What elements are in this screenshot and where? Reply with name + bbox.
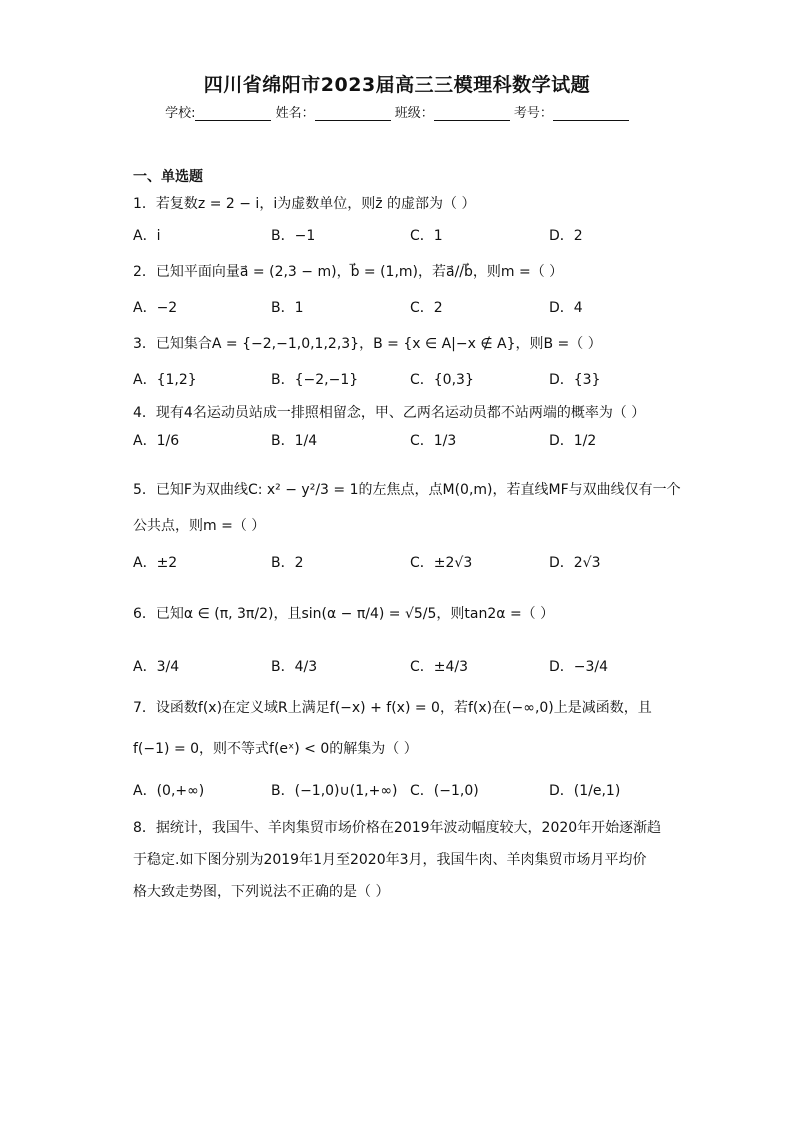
question-5-stem-line2: 公共点，则m =（ ） bbox=[133, 518, 266, 534]
q1-option-d[interactable]: D．2 bbox=[549, 228, 583, 244]
section-title: 一、单选题 bbox=[133, 169, 203, 185]
exam-no-label: 考号： bbox=[513, 106, 553, 121]
q5-option-c[interactable]: C．±2√3 bbox=[410, 555, 473, 571]
q7-option-a[interactable]: A．(0,+∞) bbox=[133, 783, 205, 799]
question-1-stem: 1．若复数z = 2 − i，i为虚数单位，则z̄ 的虚部为（ ） bbox=[133, 196, 476, 212]
question-3-stem: 3．已知集合A = {−2,−1,0,1,2,3}，B = {x ∈ A|−x ∉ A}，则B =（ ） bbox=[133, 336, 602, 352]
q5-option-d[interactable]: D．2√3 bbox=[549, 555, 601, 571]
question-8-stem-line2: 于稳定.如下图分别为2019年1月至2020年3月，我国牛肉、羊肉集贸市场月平均价 bbox=[133, 852, 647, 868]
question-5-stem: 5．已知F为双曲线C: x² − y²/3 = 1的左焦点，点M(0,m)，若直线MF与双曲线仅有一个 bbox=[133, 482, 681, 498]
question-7-stem-line2: f(−1) = 0，则不等式f(eˣ) < 0的解集为（ ） bbox=[133, 741, 418, 757]
question-4-stem: 4．现有4名运动员站成一排照相留念，甲、乙两名运动员都不站两端的概率为（ ） bbox=[133, 405, 646, 421]
q2-option-d[interactable]: D．4 bbox=[549, 300, 583, 316]
question-6-stem: 6．已知α ∈ (π, 3π/2)，且sin(α − π/4) = √5/5，则tan2α =（ ） bbox=[133, 606, 555, 622]
q4-option-d[interactable]: D．1/2 bbox=[549, 433, 597, 449]
q3-option-c[interactable]: C．{0,3} bbox=[410, 372, 474, 388]
q6-option-b[interactable]: B．4/3 bbox=[271, 659, 318, 675]
class-label: 班级： bbox=[394, 106, 434, 121]
question-7-stem: 7．设函数f(x)在定义域R上满足f(−x) + f(x) = 0，若f(x)在(−∞,0)上是减函数，且 bbox=[133, 700, 652, 716]
q3-option-b[interactable]: B．{−2,−1} bbox=[271, 372, 359, 388]
school-blank[interactable] bbox=[195, 106, 271, 121]
q4-option-c[interactable]: C．1/3 bbox=[410, 433, 457, 449]
q2-option-a[interactable]: A．−2 bbox=[133, 300, 178, 316]
school-label: 学校: bbox=[165, 106, 196, 121]
question-8-stem-line3: 格大致走势图，下列说法不正确的是（ ） bbox=[133, 884, 390, 900]
q7-option-b[interactable]: B．(−1,0)∪(1,+∞) bbox=[271, 783, 398, 799]
exam-no-blank[interactable] bbox=[553, 106, 629, 121]
class-blank[interactable] bbox=[434, 106, 510, 121]
q2-option-b[interactable]: B．1 bbox=[271, 300, 304, 316]
name-label: 姓名： bbox=[275, 106, 315, 121]
q6-option-d[interactable]: D．−3/4 bbox=[549, 659, 609, 675]
q2-option-c[interactable]: C．2 bbox=[410, 300, 443, 316]
q1-option-b[interactable]: B．−1 bbox=[271, 228, 316, 244]
q6-option-a[interactable]: A．3/4 bbox=[133, 659, 180, 675]
question-2-stem: 2．已知平面向量a⃗ = (2,3 − m)，b⃗ = (1,m)，若a⃗//b⃗，则m =（ ） bbox=[133, 264, 564, 280]
page-title: 四川省绵阳市2023届高三三模理科数学试题 bbox=[203, 74, 591, 96]
q3-option-d[interactable]: D．{3} bbox=[549, 372, 601, 388]
q5-option-b[interactable]: B．2 bbox=[271, 555, 304, 571]
q7-option-c[interactable]: C．(−1,0) bbox=[410, 783, 479, 799]
name-blank[interactable] bbox=[315, 106, 391, 121]
q1-option-a[interactable]: A．i bbox=[133, 228, 161, 244]
q6-option-c[interactable]: C．±4/3 bbox=[410, 659, 469, 675]
q7-option-d[interactable]: D．(1/e,1) bbox=[549, 783, 621, 799]
q4-option-a[interactable]: A．1/6 bbox=[133, 433, 180, 449]
q4-option-b[interactable]: B．1/4 bbox=[271, 433, 318, 449]
student-info-line bbox=[0, 102, 794, 121]
question-8-stem: 8．据统计，我国牛、羊肉集贸市场价格在2019年波动幅度较大，2020年开始逐渐趋 bbox=[133, 820, 662, 836]
q5-option-a[interactable]: A．±2 bbox=[133, 555, 178, 571]
q3-option-a[interactable]: A．{1,2} bbox=[133, 372, 197, 388]
q1-option-c[interactable]: C．1 bbox=[410, 228, 443, 244]
